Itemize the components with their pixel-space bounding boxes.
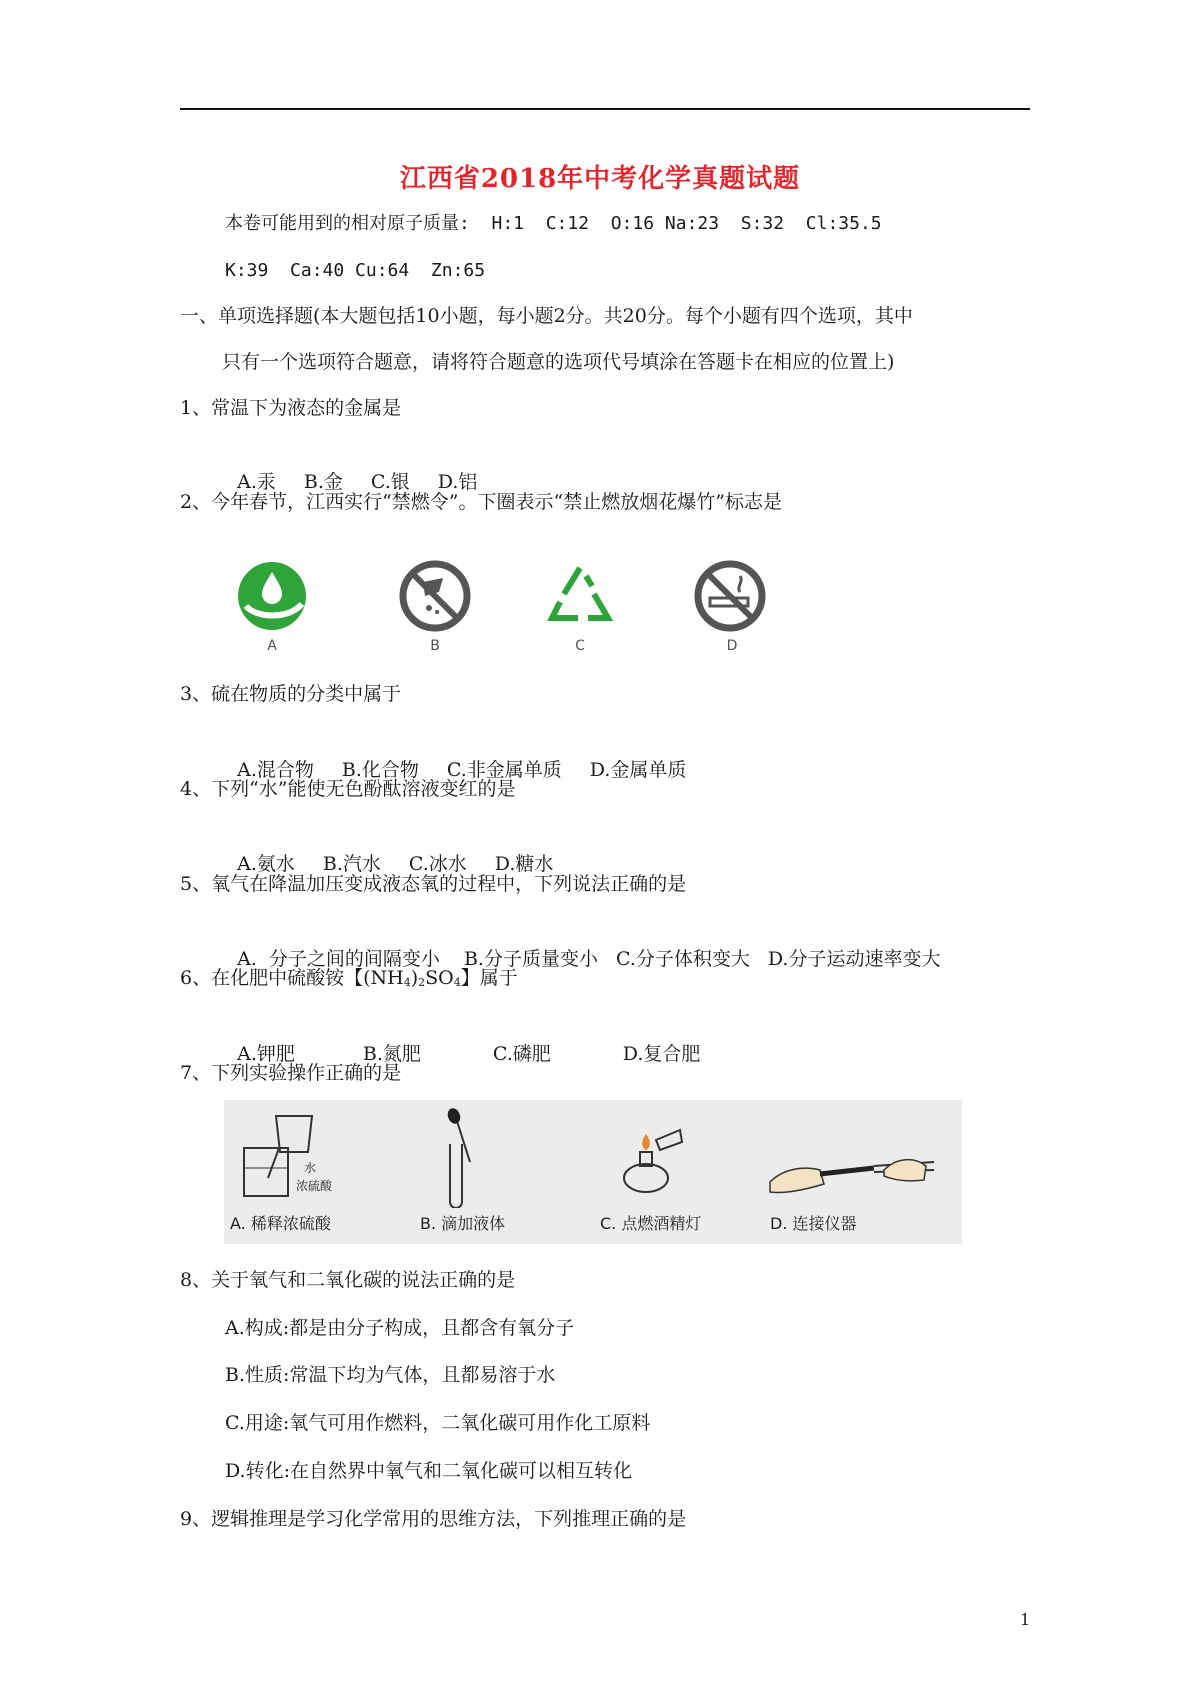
question-4-stem: 4、下列“水”能使无色酚酞溶液变红的是 bbox=[180, 778, 516, 800]
header-rule bbox=[180, 108, 1030, 110]
q8-option-b: B.性质:常温下均为气体，且都易溶于水 bbox=[225, 1364, 556, 1386]
q6-stem-part: SO bbox=[425, 967, 454, 989]
q6-option-d: D.复合肥 bbox=[622, 1043, 701, 1065]
q4-option-c: C.冰水 bbox=[408, 853, 467, 875]
q1-option-d: D.铝 bbox=[437, 471, 478, 493]
q6-stem-part: ) bbox=[410, 967, 419, 989]
lab-option-c bbox=[594, 1108, 774, 1238]
q1-option-c: C.银 bbox=[370, 471, 410, 493]
q3-option-b: B.化合物 bbox=[341, 759, 419, 781]
q6-stem-part: 】属于 bbox=[460, 967, 518, 989]
lab-caption-d: D. 连接仪器 bbox=[770, 1214, 857, 1233]
atomic-mass-line-1: 本卷可能用到的相对原子质量: H:1 C:12 O:16 Na:23 S:32 Cl:35.5 bbox=[225, 213, 882, 234]
q6-stem-part: 6、在化肥中硫酸铵【(NH bbox=[180, 967, 404, 989]
question-8-stem: 8、关于氧气和二氧化碳的说法正确的是 bbox=[180, 1269, 516, 1291]
question-9-stem: 9、逻辑推理是学习化学常用的思维方法，下列推理正确的是 bbox=[180, 1508, 687, 1530]
q4-option-b: B.汽水 bbox=[322, 853, 381, 875]
water-label: 水 bbox=[304, 1161, 317, 1175]
q6-subscript: 4 bbox=[453, 976, 461, 989]
q3-option-c: C.非金属单质 bbox=[446, 759, 562, 781]
question-2-stem: 2、今年春节，江西实行“禁燃令”。下圈表示“禁止燃放烟花爆竹”标志是 bbox=[180, 491, 782, 513]
water-saving-sign-icon bbox=[230, 548, 330, 648]
recycling-sign-icon bbox=[530, 548, 630, 648]
q5-option-c: C.分子体积变大 bbox=[615, 948, 750, 970]
question-6-stem bbox=[180, 964, 518, 997]
sign-label-c: C bbox=[575, 638, 585, 654]
no-smoking-sign-icon bbox=[680, 548, 780, 648]
lab-option-a bbox=[224, 1108, 404, 1238]
q8-option-a: A.构成:都是由分子构成，且都含有氧分子 bbox=[225, 1317, 575, 1339]
q3-option-d: D.金属单质 bbox=[589, 759, 687, 781]
q8-option-c: C.用途:氧气可用作燃料，二氧化碳可用作化工原料 bbox=[225, 1412, 651, 1434]
sign-label-a: A bbox=[267, 638, 277, 654]
sign-label-b: B bbox=[430, 638, 440, 654]
q6-option-a: A.钾肥 bbox=[237, 1043, 295, 1065]
q5-option-a: A. 分子之间的间隔变小 bbox=[237, 948, 440, 970]
section-1-instructions: 只有一个选项符合题意，请将符合题意的选项代号填涂在答题卡在相应的位置上) bbox=[222, 351, 895, 373]
no-fireworks-sign-icon bbox=[385, 548, 485, 648]
q1-option-a: A.汞 bbox=[237, 471, 276, 493]
lab-option-b bbox=[414, 1108, 594, 1238]
question-7-lab-figure bbox=[224, 1100, 962, 1244]
q6-option-b: B.氮肥 bbox=[362, 1043, 421, 1065]
question-2-signs bbox=[230, 548, 790, 658]
q4-option-d: D.糖水 bbox=[494, 853, 554, 875]
acid-label: 浓硫酸 bbox=[296, 1179, 333, 1193]
lab-option-d bbox=[764, 1108, 944, 1238]
question-3-stem: 3、硫在物质的分类中属于 bbox=[180, 683, 402, 705]
question-7-stem: 7、下列实验操作正确的是 bbox=[180, 1062, 402, 1084]
q1-option-b: B.金 bbox=[303, 471, 343, 493]
dilute-acid-beaker-icon bbox=[224, 1108, 404, 1208]
q6-subscript: 2 bbox=[418, 976, 426, 989]
question-1-stem: 1、常温下为液态的金属是 bbox=[180, 397, 402, 419]
alcohol-lamp-icon bbox=[594, 1108, 774, 1208]
q3-option-a: A.混合物 bbox=[237, 759, 314, 781]
page-number: 1 bbox=[1020, 1610, 1031, 1629]
q6-subscript: 4 bbox=[403, 976, 411, 989]
sign-label-d: D bbox=[726, 638, 738, 654]
q5-option-b: B.分子质量变小 bbox=[463, 948, 598, 970]
page-title: 江西省2018年中考化学真题试题 bbox=[399, 164, 801, 194]
question-5-stem: 5、氧气在降温加压变成液态氧的过程中，下列说法正确的是 bbox=[180, 873, 687, 895]
q6-option-c: C.磷肥 bbox=[492, 1043, 551, 1065]
q4-option-a: A.氨水 bbox=[237, 853, 295, 875]
lab-caption-c: C. 点燃酒精灯 bbox=[600, 1214, 702, 1233]
section-1-heading: 一、单项选择题(本大题包括10小题，每小题2分。共20分。每个小题有四个选项，其中 bbox=[180, 305, 913, 327]
atomic-mass-line-2: K:39 Ca:40 Cu:64 Zn:65 bbox=[225, 260, 486, 281]
lab-caption-b: B. 滴加液体 bbox=[420, 1214, 506, 1233]
connect-apparatus-icon bbox=[764, 1108, 954, 1208]
q5-option-d: D.分子运动速率变大 bbox=[767, 948, 941, 970]
dropper-test-tube-icon bbox=[414, 1108, 594, 1208]
q8-option-d: D.转化:在自然界中氧气和二氧化碳可以相互转化 bbox=[225, 1460, 632, 1482]
lab-caption-a: A. 稀释浓硫酸 bbox=[230, 1214, 331, 1233]
